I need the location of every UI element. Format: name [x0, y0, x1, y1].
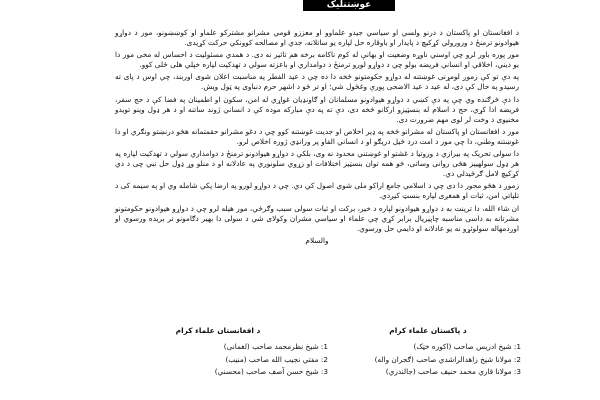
paragraph: زموږ د هڅو محور دا دی چي د اسلامي جامع اراکو ملی شوی اصول کي دي. چي د دواړو لورو په ارضا پکي شامله وي او په سيمه کی د تلپاتي امن، ثبات او همغږی لپاره بنسټ کیږدي. — [115, 181, 519, 201]
document-title: عوښتنليک — [303, 0, 395, 11]
list-item: 1: شيخ ادريس صاحب (اکوره خټک) — [413, 342, 521, 351]
document-page — [103, 0, 531, 400]
list-item: 3: شيخ حسن آصف صاحب (محسني) — [214, 367, 328, 376]
paragraph: دا دې څرګنده وي چې په دې کښي د دواړو هيوادونو مسلمانان او ګاونډيان غواړي له امن، سکون او اطمينان په فضا کې د حج سفر، فريضه ادا کړي، حج د اسلام له بنسټيزو ارکانو څخه دی، دې ته په دې مبارکه موده کې د انساني ژوند ساتنه او د هر ډول وینو تویدو مخنیوی د وخت لر لوی مهم ضرورت دی. — [115, 94, 519, 124]
paragraph: د افغانستان او پاکستان د درنو ولسي او سياسي جيدو علماوو او معززو قومي مشرانو مشترکو علماو او کوښښونو، مور د دواړو هيوادونو ترمنځ د ورورولي کړکيچ د پايدار او باوقاره حل لپاره يو ساتلانه، جدي او مصالحه کوونکي حرکت کړيدی. — [115, 28, 519, 48]
paragraph: مور د افغانستان او پاکستان له مشرانو څخه په ډير اخلاص او جديت غوښتنه کوو چي د دغو مشرانو حقمتمانه هڅو درنښتو ونګري او دا غوښتنه وطني، دا چي مور د امت درد څيل دريګو او د انساني الفاو پر ورانډي ژوره اخلاص لرو. — [115, 126, 519, 146]
paragraph: په دې تو کې زموږ لومړنی غوښتنه له دواړو حکومتونو څخه دا ده چي د عيد الفطر په مناسبت اعلان شوی اوربند، چي اوس د پای ته رسيدو په حال کې دی، له عيد د عيد الاضحی پورې وغځول شي؛ او تر څو د اشهر حرم دنباوی په ټول ويش. — [115, 72, 519, 92]
paragraph: دا سولی تحريک په بيرازي د وروتيا د غشتو او غوښتني محدود نه وی، بلکي د دواړو هيوادونو ترمنځ د دوامداري سولي د تهدکيت لپاره په هر ډول سولهييز هڅی روانی وساتی، څو همه توان بنسټيز اختلافات او زړوي سلونوري په عادلانه او د منلو وړ ډول حل نبي چی د دي کړکيچ لامل ګرځيدلي دي. — [115, 149, 519, 179]
closing: والسلام — [305, 235, 329, 245]
list-item: 2: مفتي نجيب الله صاحب (منيب) — [225, 354, 328, 364]
list-item: 2: مولانا شيخ زاهدالراشدي صاحب (ګجران واله) — [374, 354, 521, 364]
paragraph: مور پوره باور لرو چي اوسني ناوړه وضعيت او بهانې له کوم ناکامه برخه هم تاثير نه دی. د همدي مسئوليت د احساس له مخی مور دا يو ديني، اخلاقي او انساني فريضه بولو چي د دواړو لورو ترمنځ د دوامداري او باعزته سولي د تهدکيت لپاره خپلي هلی ځلی کوو. — [115, 50, 519, 70]
letter-body — [115, 28, 519, 248]
list-item: 3: مولانا قاري محمد حنيف صاحب (جالندري) — [385, 367, 521, 376]
pakistani-scholars-heading: د پاکستان علماء کرام — [389, 326, 467, 335]
afghan-scholars-list — [123, 341, 328, 379]
paragraph: ان شاء الله، دا ترينت به د دواړو هيوادونو لپاره د خير، برکت او ثبات سولی سبب وګرځي، مور هيله لرو چي د دواړو هيوادونو حکومتونو مشرتانه به داسی مناسبه چاپیريال برابر کړي چي علماء او سياسي مشران وکولای شي د سولی دا بهير دګامونو تر بريده ورسوي او اوږدمهاله سولوئړو نه يو عادلانه او دايمي حل ورسوي. — [115, 203, 519, 233]
afghan-scholars-heading: د افغانستان علماء کرام — [175, 326, 261, 335]
pakistani-scholars-list — [335, 341, 521, 379]
list-item: 1: شيخ نظرمحمد صاحب (لغمانی) — [223, 342, 328, 351]
